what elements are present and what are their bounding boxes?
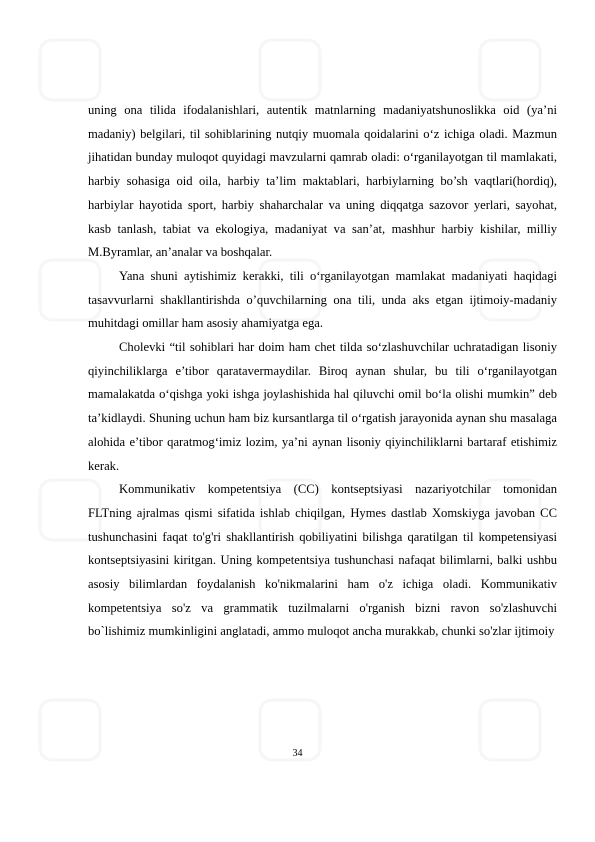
paragraph-1: uning ona tilida ifodalanishlari, autentik matnlarning madaniyatshunoslikka oid (ya’ni madaniy) belgilari, til sohiblarining nutqiy muomala qoidalarini o‘z ichiga oladi. Mazmun jihatidan bunday muloqot quyidagi mavzularni qamrab oladi: o‘rganilayotgan til mamlakati, harbiy sohasiga oid oila, harbiy ta’lim maktablari, harbiylarning bo’sh vaqtlari(hordiq), harbiylar hayotida sport, harbiy shaharchalar va uning diqqatga sazovor yerlari, sayohat, kasb tanlash, tabiat va ekologiya, madaniyat va san’at, mashhur harbiy kishilar, milliy M.Byramlar, an’analar va boshqalar. (88, 103, 557, 260)
paragraph-4: Kommunikativ kompetentsiya (CC) kontseptsiyasi nazariyotchilar tomonidan FLTning ajralmas qismi sifatida ishlab chiqilgan, Hymes dastlab Xomskiyga javoban CC tushunchasini faqat to'g'ri shakllantirish qobiliyatini bilishga qaratilgan til kompetensiyasi kontseptsiyasini kiritgan. Uning kompetentsiya tushunchasi nafaqat bilimlarni, balki ushbu asosiy bilimlardan foydalanish ko'nikmalarini ham o'z ichiga oladi. Kommunikativ kompetentsiya so'z va grammatik tuzilmalarni o'rganish bizni ravon so'zlashuvchi bo`lishimiz mumkinligini anglatadi, ammo muloqot ancha murakkab, chunki so'zlar ijtimoiy (88, 482, 557, 639)
page-number: 34 (292, 748, 303, 759)
page-body (88, 99, 557, 644)
paragraph-2: Yana shuni aytishimiz kerakki, tili o‘rganilayotgan mamlakat madaniyati haqidagi tasavvurlarni shakllantirishda o’quvchilarning ona tili, unda aks etgan ijtimoiy-madaniy muhitdagi omillar ham asosiy ahamiyatga ega. (88, 268, 557, 331)
paragraph-3: Cholevki “til sohiblari har doim ham chet tilda so‘zlashuvchilar uchratadigan lisoniy qiyinchiliklarga e’tibor qaratavermaydilar. Biroq aynan shular, bu tili o‘rganilayotgan mamalakatda o‘qishga yoki ishga joylashishida hal qiluvchi omil bo‘la olishi mumkin” deb ta’kidlaydi. Shuning uchun ham biz kursantlarga til o‘rgatish jarayonida aynan shu masalaga alohida e’tibor qaratmog‘imiz lozim, ya’ni aynan lisoniy qiyinchiliklarni bartaraf etishimiz kerak. (88, 340, 557, 473)
